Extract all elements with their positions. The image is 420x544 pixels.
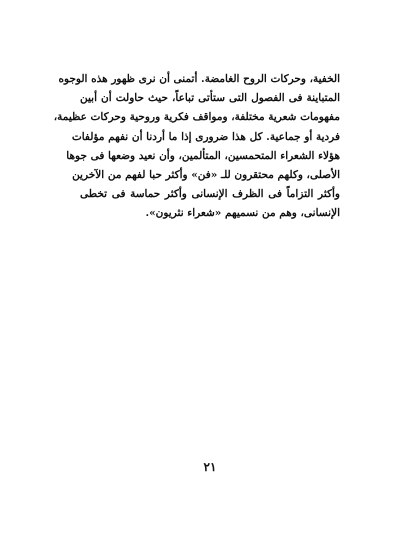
text-line: الخفية، وحركات الروح الغامضة. أتمنى أن نرى ظهور هذه الوجوه: [58, 73, 340, 85]
text-line: فردية أو جماعية. كل هذا ضرورى إذا ما أردنا أن نفهم مؤلفات: [71, 130, 340, 143]
text-line: الإنسانى، وهم من نسميهم «شعراء نثريون».: [145, 207, 340, 220]
text-line: المتباينة فى الفصول التى ستأتى تباعاً، حيث حاولت أن أبين: [80, 92, 340, 105]
text-line: هؤلاء الشعراء المتحمسين، المتألمين، وأن نعيد وضعها فى جوها: [66, 149, 340, 162]
body-paragraph: [53, 70, 340, 224]
page-number: ٢١: [203, 460, 217, 474]
text-line: مفهومات شعرية مختلفة، ومواقف فكرية وروحية وحركات عظيمة،: [53, 111, 340, 124]
text-line: وأكثر التزاماً فى الظرف الإنسانى وأكثر حماسة فى تخطى: [80, 188, 340, 201]
text-line: الأصلى، وكلهم محتقرون للـ «فن» وأكثر حبا لفهم من الآخرين: [72, 169, 340, 182]
